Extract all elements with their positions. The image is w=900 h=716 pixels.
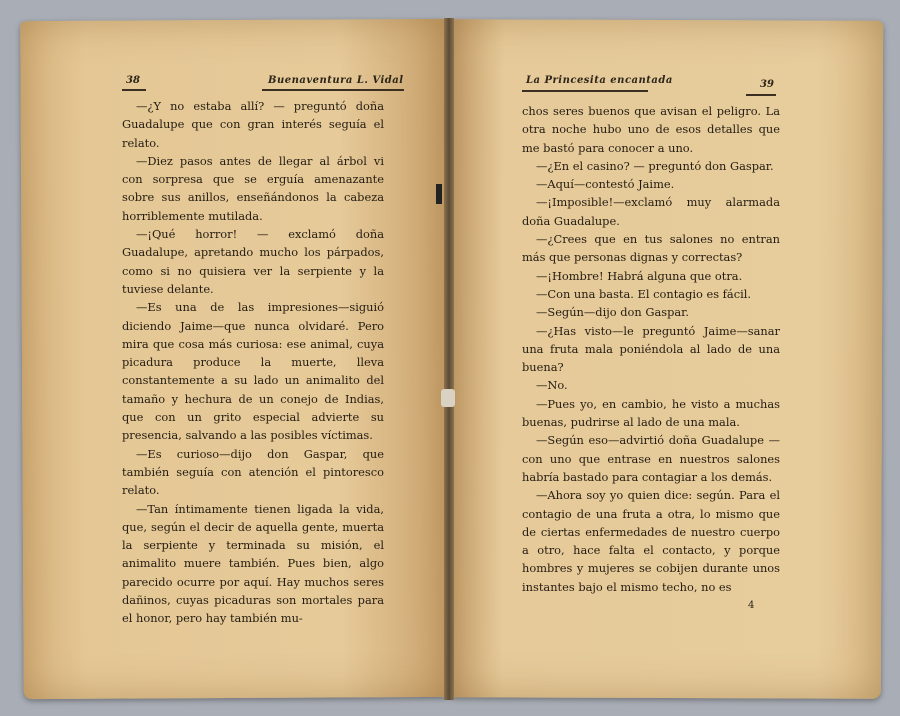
right-number-rule — [746, 94, 776, 96]
book-gutter — [444, 18, 454, 700]
left-running-head: Buenaventura L. Vidal — [268, 75, 404, 86]
paragraph: —Es curioso—dijo don Gaspar, que también seguía con atención el pintoresco relato. — [122, 446, 384, 498]
paragraph: —Según—dijo don Gaspar. — [536, 305, 689, 320]
paragraph: —Diez pasos antes de llegar al árbol vi con sorpresa que se erguía amenazante sobre sus anillos, enseñándonos la cabeza horriblemente mutilada. — [122, 153, 384, 223]
paragraph: —Según eso—advirtió doña Guadalupe — con uno que entrase en nuestros salones habría bastado para contagiar a los demás. — [522, 433, 780, 484]
paragraph: —No. — [536, 378, 568, 393]
paragraph: —¿Y no estaba allí? — preguntó doña Guadalupe que con gran interés seguía el relato. — [122, 99, 384, 150]
paragraph: —¡Qué horror! — exclamó doña Guadalupe, apretando mucho los párpados, como si no quisiera ver la serpiente y la tuviese delante. — [122, 227, 384, 296]
open-book — [14, 14, 886, 704]
paragraph: —¿Has visto—le preguntó Jaime—sanar una fruta mala poniéndola al lado de una buena? — [522, 323, 780, 375]
left-number-rule — [122, 89, 146, 91]
paragraph: —Es una de las impresiones—siguió diciendo Jaime—que nunca olvidaré. Pero mira que cosa más curiosa: ese animal, cuya picadura produce la muerte, lleva constantemente a su lado un animalito del tamaño y hechura de un conejo de Indias, que con un grito especial advierte su presencia, salvando a las posibles víctimas. — [122, 300, 384, 443]
left-page-text — [122, 97, 384, 628]
left-page-number: 38 — [126, 75, 140, 86]
paragraph: —Tan íntimamente tienen ligada la vida, que, según el decir de aquella gente, muerta la serpiente y terminada su misión, el animalito muere también. Pues bien, algo parecido ocurre por aquí. Hay muchos seres dañinos, cuyas picaduras son mortales para el honor, pero hay también mu- — [122, 501, 384, 626]
right-head-rule — [522, 90, 648, 92]
signature-mark: 4 — [748, 600, 755, 611]
paragraph: —¿Crees que en tus salones no entran más que personas dignas y correctas? — [522, 232, 780, 265]
right-page-number: 39 — [760, 79, 774, 90]
paragraph: —Con una basta. El contagio es fácil. — [536, 286, 751, 301]
paragraph: —¡Imposible!—exclamó muy alarmada doña Guadalupe. — [522, 195, 780, 228]
paragraph: —Ahora soy yo quien dice: según. Para el contagio de una fruta a otra, lo mismo que de ciertas enfermedades de nuestro cuerpo a otro, hace falta el contacto, y porque hombres y mujeres se cobijen durante unos instantes bajo el mismo techo, no es — [522, 488, 780, 594]
paragraph: —¿En el casino? — preguntó don Gaspar. — [536, 158, 774, 173]
paragraph: —Pues yo, en cambio, he visto a muchas buenas, pudrirse al lado de una mala. — [522, 396, 780, 430]
paragraph: —Aquí—contestó Jaime. — [536, 177, 675, 192]
continued-paragraph: chos seres buenos que avisan el peligro. La otra noche hubo uno de esos detalles que me bastó para conocer a uno. — [522, 104, 780, 155]
paragraph: —¡Hombre! Habrá alguna que otra. — [536, 268, 743, 283]
left-head-rule — [262, 89, 404, 91]
binding-thread — [441, 389, 455, 407]
right-page-text — [522, 102, 780, 596]
right-running-head: La Princesita encantada — [526, 75, 673, 86]
gutter-mark — [436, 184, 442, 204]
